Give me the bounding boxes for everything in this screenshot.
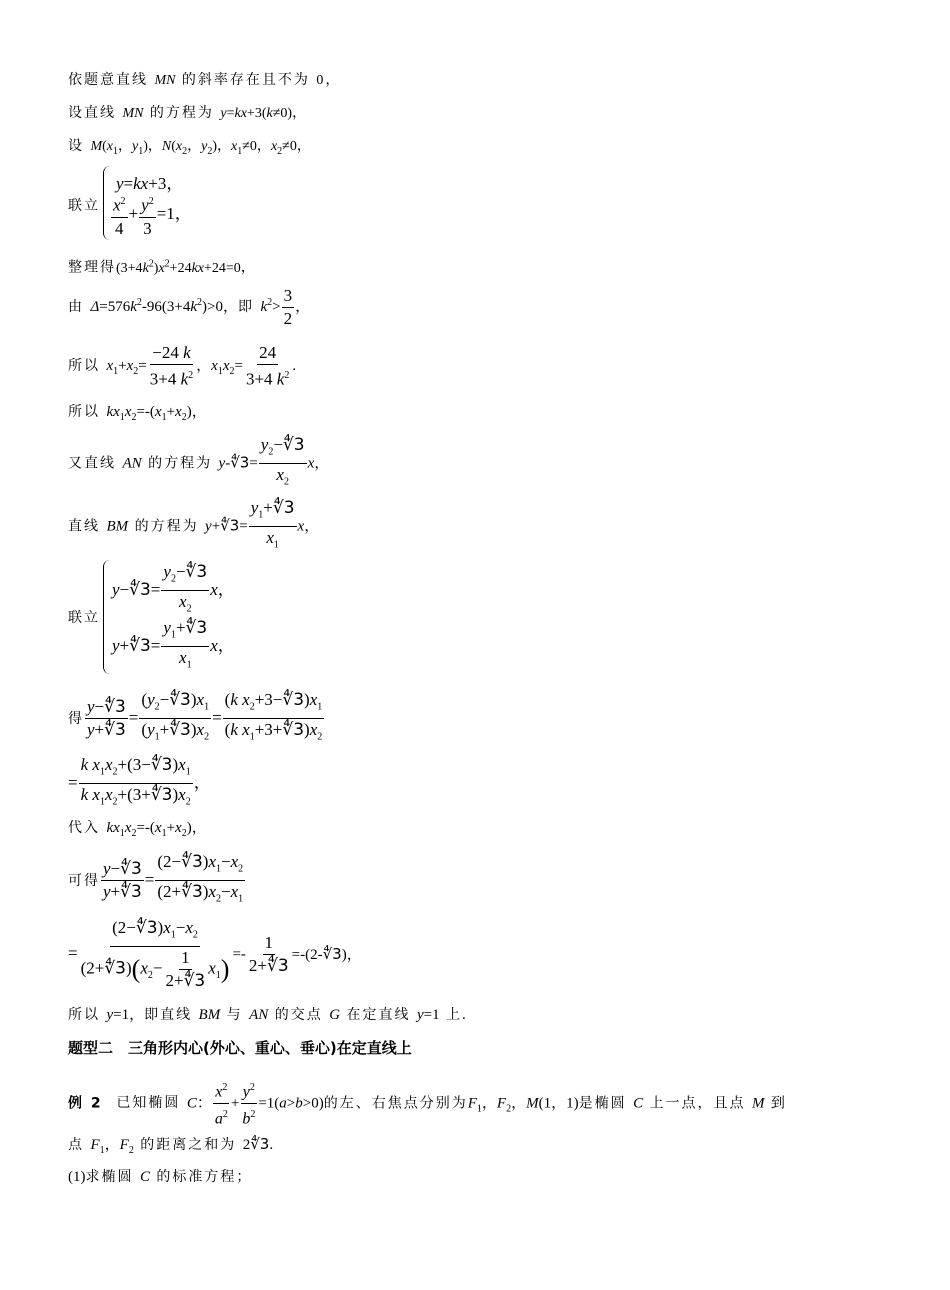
section-heading: 题型二 三角形内心(外心、重心、垂心)在定直线上	[68, 1039, 412, 1057]
text-line: = $\frac{k x_1x_2+(3-∜3)x_1}{k x_1x_2+(3+∜3)x_2}$ ，	[68, 755, 211, 808]
brace	[103, 166, 110, 240]
text-line: = $(2-∜3)x_1-x_2$ $(2+∜3)(x_2-$ $\frac{1}{2+∜3}$ $x_1$) =- $\frac{1}{2+∜3}$ =-(2-∜3)，	[68, 918, 362, 992]
text-line: 依题意直线 MN 的斜率存在且不为 0，	[68, 72, 342, 88]
text-line: 由 $\Delta=576k^2-96(3+4k^2)>0$，即 $k^2>$ $\frac{3}{2}$ ，	[68, 286, 311, 328]
system-row: y=kx+3，	[116, 174, 184, 193]
text-line: 所以 $kx_1x_2=-(x_1+x_2)$，	[68, 404, 207, 423]
text-line: 整理得$(3+4k^2)x^2+24kx+24=0$，	[68, 258, 257, 276]
text-line: 直线 BM 的方程为 y+∜3= $\frac{y_1+∜3}{x_1}$ x，	[68, 498, 320, 551]
lianli-label: 联立	[68, 198, 100, 214]
text-line: 可得 $\frac{y-∜3}{y+∜3}$ = $\frac{(2-∜3)x_1-x_2}{(2+∜3)x_2-x_1}$	[68, 852, 244, 905]
text-line: 得 $\frac{y-∜3}{y+∜3}$ = $\frac{(y_2-∜3)x_1}{(y_1+∜3)x_2}$ = $\frac{(k x_2+3-∜3)x_1}{(k x_1+3+∜3)x_2}$	[68, 690, 323, 743]
text-line: 设直线 MN 的方程为 y=kx+3(k≠0)，	[68, 105, 309, 121]
brace	[103, 560, 110, 674]
text-line: 又直线 AN 的方程为 y-∜3= $\frac{y_2-∜3}{x_2}$ x，	[68, 435, 330, 488]
example-line: 点 $F_1$，$F_2$ 的距离之和为 2∜3.	[68, 1135, 274, 1156]
text-line: 所以 y=1，即直线 BM 与 AN 的交点 G 在定直线 y=1 上.	[68, 1007, 466, 1023]
lianli-label: 联立	[68, 610, 100, 626]
system-row: y+∜3= $\frac{y_1+∜3}{x_1}$ x，	[112, 618, 235, 671]
text-line: 所以 $x_1+x_2=$ $\frac{-24 k}{3+4 k^2}$ ，$x_1x_2=$ $\frac{24}{3+4 k^2}$ .	[68, 343, 297, 389]
system-row: y−∜3= $\frac{y_2-∜3}{x_2}$ x，	[112, 562, 235, 615]
example-line: 例 2 已知椭圆 C： $\frac{x^2}{a^2}$ + $\frac{y^2}{b^2}$ =1(a>b>0)的左、右焦点分别为$F_1$，$F_2$，M(1，1)是椭圆 C 上一点，且点 M 到	[68, 1078, 787, 1130]
text-line: 代入 $kx_1x_2=-(x_1+x_2)$，	[68, 820, 207, 839]
system-row: $\frac{x^2}{4}$ + $\frac{y^2}{3}$ =1，	[110, 192, 192, 239]
question-line: (1)求椭圆 C 的标准方程；	[68, 1169, 253, 1185]
text-line: 设 $M(x_1$，$y_1$)，$N(x_2$，$y_2$)，$x_1\ne 0$，$x_2\ne 0$，	[68, 138, 313, 157]
